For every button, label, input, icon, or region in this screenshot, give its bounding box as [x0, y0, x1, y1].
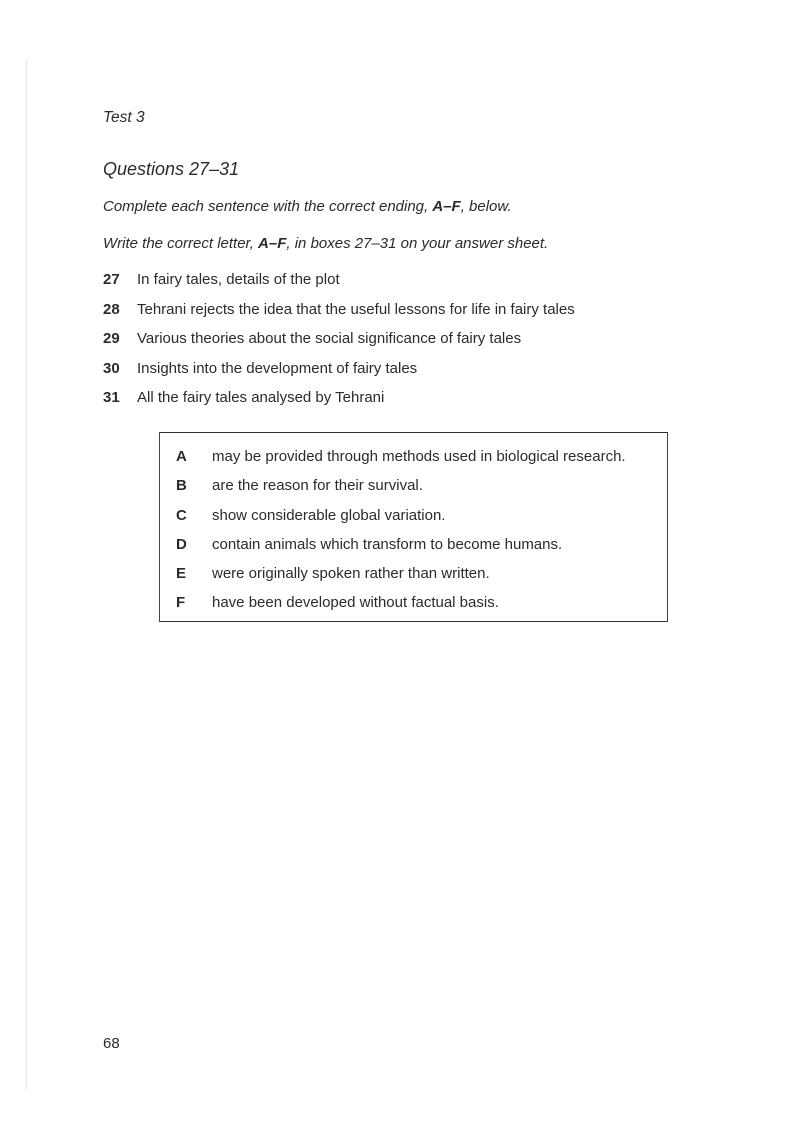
test-label: Test 3 [103, 109, 145, 126]
question-text: In fairy tales, details of the plot [137, 271, 340, 288]
endings-box [159, 432, 668, 622]
ending-text: show considerable global variation. [212, 506, 446, 524]
ending-text: are the reason for their survival. [212, 477, 423, 495]
ending-text: have been developed without factual basis. [212, 594, 499, 612]
question-number: 27 [103, 271, 120, 288]
question-list [103, 271, 723, 419]
ending-letter: A [176, 448, 187, 465]
question-text: Various theories about the social significance of fairy tales [137, 330, 522, 347]
question-number: 30 [103, 359, 120, 377]
question-28 [103, 301, 723, 331]
question-text: All the fairy tales analysed by Tehrani [137, 389, 385, 406]
ending-letter: F [176, 594, 186, 612]
question-number: 31 [103, 389, 120, 406]
ending-letter: B [176, 477, 187, 495]
section-title: Questions 27–31 [103, 159, 240, 179]
question-29 [103, 330, 723, 360]
page-edge [26, 60, 27, 1090]
question-30 [103, 360, 723, 390]
question-27 [103, 271, 723, 301]
instruction-write-letter: Write the correct letter, A–F, in boxes 27–31 on your answer sheet. [103, 235, 549, 252]
instruction-complete: Complete each sentence with the correct ending, A–F, below. [103, 198, 512, 215]
question-text: Insights into the development of fairy tales [137, 359, 418, 377]
question-31 [103, 389, 723, 419]
ending-e [176, 565, 626, 594]
ending-text: may be provided through methods used in biological research. [212, 448, 626, 465]
ending-c [176, 507, 626, 536]
ending-text: were originally spoken rather than written. [212, 565, 490, 583]
ending-f [176, 594, 626, 623]
ending-letter: D [176, 535, 187, 553]
question-number: 29 [103, 330, 120, 347]
ending-text: contain animals which transform to become humans. [212, 535, 563, 553]
page-number: 68 [103, 1035, 120, 1052]
ending-b [176, 477, 626, 506]
ending-a [176, 448, 626, 477]
question-number: 28 [103, 300, 120, 318]
question-text: Tehrani rejects the idea that the useful lessons for life in fairy tales [137, 300, 575, 318]
endings-list [176, 448, 626, 624]
ending-letter: C [176, 506, 187, 524]
ending-letter: E [176, 565, 187, 583]
ending-d [176, 536, 626, 565]
